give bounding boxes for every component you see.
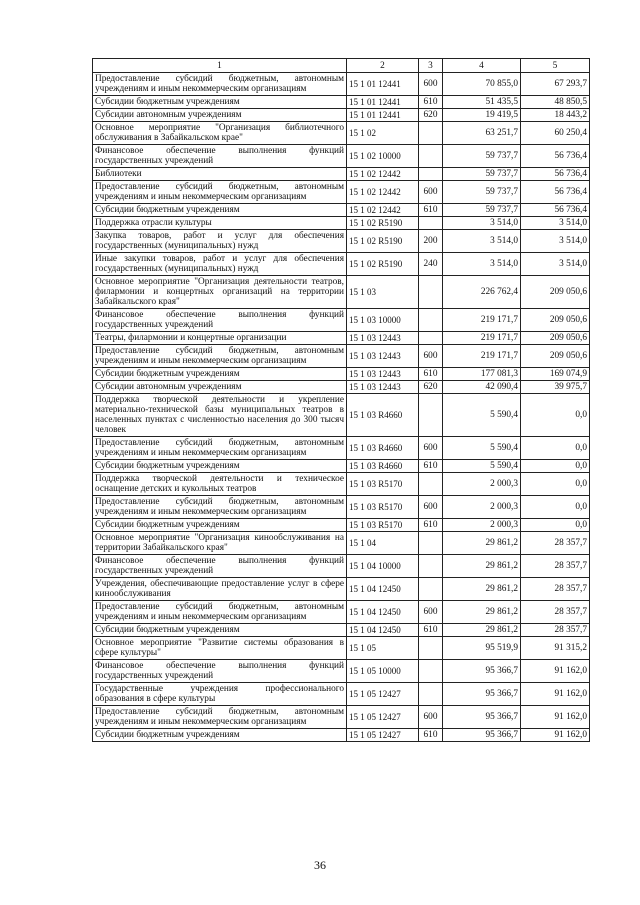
expense-type-code: 610 [419,460,443,473]
table-row [93,276,590,309]
row-description: Основное мероприятие "Организация библиотечного обслуживания в Забайкальском крае" [93,122,347,145]
row-description: Предоставление субсидий бюджетным, автономным учреждениям и иным некоммерческим организациям [93,601,347,624]
expense-type-code: 600 [419,345,443,368]
table-row [93,578,590,601]
row-description: Поддержка творческой деятельности и техническое оснащение детских и кукольных театров [93,473,347,496]
amount-year-2: 18 443,2 [521,109,590,122]
amount-year-2: 0,0 [521,473,590,496]
target-article-code: 15 1 03 12443 [347,368,419,381]
table-row [93,122,590,145]
target-article-code: 15 1 02 R5190 [347,217,419,230]
target-article-code: 15 1 05 12427 [347,706,419,729]
target-article-code: 15 1 02 R5190 [347,253,419,276]
amount-year-2: 0,0 [521,437,590,460]
table-row [93,109,590,122]
row-description: Театры, филармонии и концертные организации [93,332,347,345]
page-number: 36 [314,858,326,872]
table-row [93,204,590,217]
row-description: Основное мероприятие "Организация кинообслуживания на территории Забайкальского края" [93,532,347,555]
table-row [93,519,590,532]
table-row [93,532,590,555]
target-article-code: 15 1 02 12442 [347,181,419,204]
table-row [93,145,590,168]
target-article-code: 15 1 03 R5170 [347,473,419,496]
table-row [93,683,590,706]
amount-year-2: 48 850,5 [521,96,590,109]
target-article-code: 15 1 01 12441 [347,109,419,122]
table-row [93,729,590,742]
expense-type-code [419,394,443,437]
expense-type-code [419,122,443,145]
amount-year-1: 2 000,3 [443,519,521,532]
expense-type-code [419,555,443,578]
target-article-code: 15 1 04 12450 [347,601,419,624]
target-article-code: 15 1 03 10000 [347,309,419,332]
table-row [93,217,590,230]
amount-year-2: 28 357,7 [521,601,590,624]
amount-year-1: 2 000,3 [443,496,521,519]
table-row [93,230,590,253]
amount-year-1: 3 514,0 [443,217,521,230]
amount-year-2: 3 514,0 [521,230,590,253]
amount-year-1: 219 171,7 [443,332,521,345]
target-article-code: 15 1 04 10000 [347,555,419,578]
amount-year-2: 209 050,6 [521,332,590,345]
row-description: Предоставление субсидий бюджетным, автономным учреждениям и иным некоммерческим организациям [93,496,347,519]
expense-type-code: 600 [419,181,443,204]
target-article-code: 15 1 03 R5170 [347,496,419,519]
expense-type-code: 610 [419,368,443,381]
target-article-code: 15 1 03 [347,276,419,309]
expense-type-code: 200 [419,230,443,253]
target-article-code: 15 1 03 R4660 [347,437,419,460]
row-description: Субсидии бюджетным учреждениям [93,729,347,742]
target-article-code: 15 1 03 12443 [347,332,419,345]
expense-type-code [419,145,443,168]
expense-type-code [419,276,443,309]
row-description: Субсидии бюджетным учреждениям [93,624,347,637]
amount-year-1: 5 590,4 [443,394,521,437]
amount-year-2: 91 162,0 [521,660,590,683]
target-article-code: 15 1 04 12450 [347,578,419,601]
table-row [93,624,590,637]
row-description: Поддержка творческой деятельности и укрепление материально-технической базы муниципальных театров в населенных пунктах с численностью населения до 300 тысяч человек [93,394,347,437]
target-article-code: 15 1 05 12427 [347,683,419,706]
amount-year-2: 209 050,6 [521,309,590,332]
amount-year-2: 28 357,7 [521,532,590,555]
expense-type-code: 610 [419,204,443,217]
target-article-code: 15 1 05 [347,637,419,660]
amount-year-1: 59 737,7 [443,168,521,181]
target-article-code: 15 1 04 [347,532,419,555]
expense-type-code [419,532,443,555]
amount-year-1: 5 590,4 [443,460,521,473]
amount-year-1: 29 861,2 [443,555,521,578]
amount-year-1: 226 762,4 [443,276,521,309]
expense-type-code [419,637,443,660]
target-article-code: 15 1 02 12442 [347,204,419,217]
amount-year-2: 0,0 [521,460,590,473]
target-article-code: 15 1 02 12442 [347,168,419,181]
expense-type-code: 620 [419,109,443,122]
target-article-code: 15 1 03 R5170 [347,519,419,532]
amount-year-1: 95 366,7 [443,683,521,706]
column-number-5: 5 [521,59,590,73]
row-description: Библиотеки [93,168,347,181]
amount-year-2: 3 514,0 [521,217,590,230]
expense-type-code: 620 [419,381,443,394]
target-article-code: 15 1 03 12443 [347,381,419,394]
amount-year-2: 56 736,4 [521,181,590,204]
amount-year-1: 59 737,7 [443,204,521,217]
target-article-code: 15 1 02 [347,122,419,145]
target-article-code: 15 1 01 12441 [347,73,419,96]
amount-year-1: 59 737,7 [443,181,521,204]
row-description: Иные закупки товаров, работ и услуг для обеспечения государственных (муниципальных) нужд [93,253,347,276]
amount-year-1: 219 171,7 [443,309,521,332]
table-row [93,332,590,345]
amount-year-1: 3 514,0 [443,230,521,253]
target-article-code: 15 1 02 R5190 [347,230,419,253]
amount-year-1: 2 000,3 [443,473,521,496]
target-article-code: 15 1 05 10000 [347,660,419,683]
row-description: Субсидии бюджетным учреждениям [93,204,347,217]
column-number-2: 2 [347,59,419,73]
table-row [93,660,590,683]
expense-type-code [419,309,443,332]
target-article-code: 15 1 03 12443 [347,345,419,368]
table-row [93,601,590,624]
amount-year-1: 29 861,2 [443,624,521,637]
row-description: Предоставление субсидий бюджетным, автономным учреждениям и иным некоммерческим организациям [93,437,347,460]
amount-year-1: 95 366,7 [443,706,521,729]
amount-year-1: 70 855,0 [443,73,521,96]
expense-type-code [419,578,443,601]
expense-type-code [419,217,443,230]
table-row [93,96,590,109]
table-row [93,345,590,368]
amount-year-2: 56 736,4 [521,204,590,217]
amount-year-2: 0,0 [521,519,590,532]
expense-type-code: 240 [419,253,443,276]
amount-year-2: 3 514,0 [521,253,590,276]
row-description: Основное мероприятие "Организация деятельности театров, филармонии и концертных организаций на территории Забайкальского края" [93,276,347,309]
expense-type-code [419,332,443,345]
expense-type-code: 600 [419,73,443,96]
amount-year-2: 209 050,6 [521,276,590,309]
expense-type-code: 600 [419,496,443,519]
amount-year-2: 60 250,4 [521,122,590,145]
table-row [93,555,590,578]
row-description: Учреждения, обеспечивающие предоставление услуг в сфере кинообслуживания [93,578,347,601]
row-description: Предоставление субсидий бюджетным, автономным учреждениям и иным некоммерческим организациям [93,181,347,204]
row-description: Закупка товаров, работ и услуг для обеспечения государственных (муниципальных) нужд [93,230,347,253]
amount-year-1: 95 519,9 [443,637,521,660]
amount-year-1: 177 081,3 [443,368,521,381]
amount-year-2: 56 736,4 [521,168,590,181]
amount-year-2: 91 162,0 [521,729,590,742]
table-row [93,496,590,519]
expense-type-code: 600 [419,706,443,729]
amount-year-2: 39 975,7 [521,381,590,394]
row-description: Финансовое обеспечение выполнения функций государственных учреждений [93,555,347,578]
row-description: Финансовое обеспечение выполнения функций государственных учреждений [93,309,347,332]
amount-year-2: 0,0 [521,394,590,437]
expense-type-code [419,168,443,181]
expense-type-code [419,473,443,496]
expense-type-code: 610 [419,624,443,637]
table-row [93,394,590,437]
amount-year-2: 209 050,6 [521,345,590,368]
table-row [93,253,590,276]
table-row [93,181,590,204]
amount-year-1: 5 590,4 [443,437,521,460]
row-description: Основное мероприятие "Развитие системы образования в сфере культуры" [93,637,347,660]
amount-year-2: 91 315,2 [521,637,590,660]
table-row [93,437,590,460]
amount-year-1: 29 861,2 [443,532,521,555]
amount-year-1: 19 419,5 [443,109,521,122]
amount-year-1: 51 435,5 [443,96,521,109]
amount-year-1: 29 861,2 [443,578,521,601]
table-row [93,309,590,332]
table-row [93,473,590,496]
amount-year-1: 42 090,4 [443,381,521,394]
column-number-3: 3 [419,59,443,73]
amount-year-1: 95 366,7 [443,729,521,742]
row-description: Субсидии бюджетным учреждениям [93,519,347,532]
target-article-code: 15 1 02 10000 [347,145,419,168]
amount-year-1: 29 861,2 [443,601,521,624]
target-article-code: 15 1 03 R4660 [347,394,419,437]
amount-year-1: 63 251,7 [443,122,521,145]
table-header-row [93,59,590,73]
target-article-code: 15 1 01 12441 [347,96,419,109]
row-description: Предоставление субсидий бюджетным, автономным учреждениям и иным некоммерческим организациям [93,345,347,368]
row-description: Предоставление субсидий бюджетным, автономным учреждениям и иным некоммерческим организациям [93,706,347,729]
amount-year-2: 91 162,0 [521,683,590,706]
target-article-code: 15 1 03 R4660 [347,460,419,473]
amount-year-2: 67 293,7 [521,73,590,96]
table-row [93,368,590,381]
amount-year-1: 95 366,7 [443,660,521,683]
row-description: Субсидии бюджетным учреждениям [93,460,347,473]
target-article-code: 15 1 04 12450 [347,624,419,637]
expense-type-code [419,660,443,683]
amount-year-1: 3 514,0 [443,253,521,276]
amount-year-1: 59 737,7 [443,145,521,168]
row-description: Субсидии бюджетным учреждениям [93,368,347,381]
row-description: Предоставление субсидий бюджетным, автономным учреждениям и иным некоммерческим организациям [93,73,347,96]
row-description: Финансовое обеспечение выполнения функций государственных учреждений [93,145,347,168]
table-row [93,706,590,729]
table-row [93,73,590,96]
table-row [93,168,590,181]
expense-type-code: 600 [419,601,443,624]
row-description: Субсидии автономным учреждениям [93,381,347,394]
amount-year-2: 28 357,7 [521,555,590,578]
amount-year-1: 219 171,7 [443,345,521,368]
amount-year-2: 0,0 [521,496,590,519]
table-row [93,460,590,473]
amount-year-2: 56 736,4 [521,145,590,168]
column-number-4: 4 [443,59,521,73]
expense-type-code: 610 [419,96,443,109]
amount-year-2: 28 357,7 [521,578,590,601]
table-row [93,381,590,394]
amount-year-2: 91 162,0 [521,706,590,729]
row-description: Субсидии бюджетным учреждениям [93,96,347,109]
column-number-1: 1 [93,59,347,73]
budget-table [92,58,590,742]
expense-type-code [419,683,443,706]
amount-year-2: 28 357,7 [521,624,590,637]
row-description: Государственные учреждения профессионального образования в сфере культуры [93,683,347,706]
expense-type-code: 610 [419,519,443,532]
amount-year-2: 169 074,9 [521,368,590,381]
expense-type-code: 600 [419,437,443,460]
expense-type-code: 610 [419,729,443,742]
target-article-code: 15 1 05 12427 [347,729,419,742]
row-description: Финансовое обеспечение выполнения функций государственных учреждений [93,660,347,683]
row-description: Субсидии автономным учреждениям [93,109,347,122]
budget-table-body [93,59,590,742]
table-row [93,637,590,660]
row-description: Поддержка отрасли культуры [93,217,347,230]
